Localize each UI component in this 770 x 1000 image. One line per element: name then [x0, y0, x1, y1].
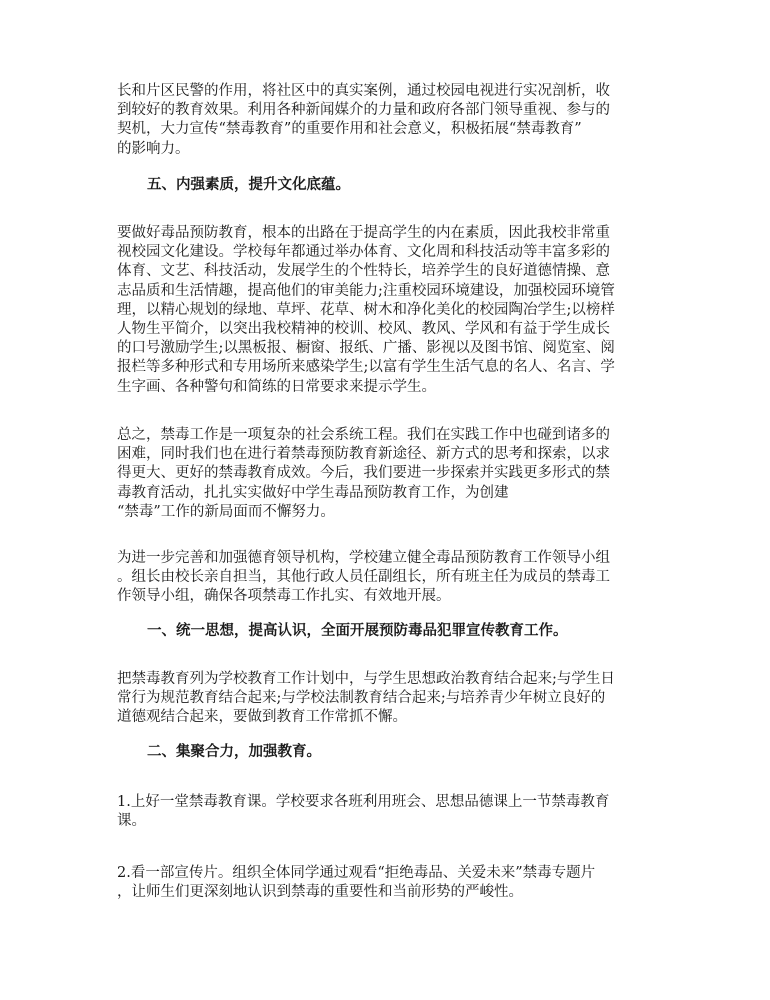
- text-line: 理，以精心规划的绿地、草坪、花草、树木和净化美化的校园陶冶学生;以榜样: [117, 301, 615, 318]
- list-item-film: [117, 864, 657, 902]
- text-line: 。组长由校长亲自担当，其他行政人员任副组长，所有班主任为成员的禁毒工: [117, 569, 610, 586]
- text-line: 志品质和生活情趣，提高他们的审美能力;注重校园环境建设，加强校园环境管: [117, 282, 615, 299]
- text-line: 得更大、更好的禁毒教育成效。今后，我们要进一步探索并实践更多形式的禁: [117, 465, 610, 482]
- text-line: 作领导小组，确保各项禁毒工作扎实、有效地开展。: [117, 588, 451, 605]
- text-line: 为进一步完善和加强德育领导机构，学校建立健全毒品预防教育工作领导小组: [117, 550, 610, 566]
- text-line: 契机，大力宣传“禁毒教育”的重要作用和社会意义，积极拓展“禁毒教育”: [117, 121, 582, 138]
- text-line: 的影响力。: [117, 140, 190, 157]
- section-heading-five: [117, 175, 657, 194]
- text-line: 常行为规范教育结合起来;与学校法制教育结合起来;与培养青少年树立良好的: [117, 690, 606, 707]
- heading-text: 五、内强素质，提升文化底蕴。: [147, 176, 350, 193]
- list-item-lesson: [117, 793, 657, 831]
- text-line: ，让师生们更深刻地认识到禁毒的重要性和当前形势的严峻性。: [117, 884, 523, 901]
- text-line: 人物生平简介，以突出我校精神的校训、校风、教风、学风和有益于学生成长: [117, 321, 610, 338]
- text-line: 体育、文艺、科技活动，发展学生的个性特长，培养学生的良好道德情操、意: [117, 263, 610, 280]
- section-heading-two: [117, 742, 657, 761]
- paragraph-campus-culture: [117, 224, 657, 397]
- section-heading-one: [117, 621, 657, 640]
- text-line: 道德观结合起来，要做到教育工作常抓不懈。: [117, 709, 407, 726]
- text-line: 生字画、各种警句和简练的日常要求来提示学生。: [117, 378, 436, 395]
- text-line: 毒教育活动，扎扎实实做好中学生毒品预防教育工作，为创建: [117, 484, 509, 501]
- text-line: 报栏等多种形式和专用场所来感染学生;以富有学生生活气息的名人、名言、学: [117, 359, 615, 376]
- text-line: 困难，同时我们也在进行着禁毒预防教育新途径、新方式的思考和探索，以求: [117, 446, 610, 463]
- text-line: 课。: [117, 813, 146, 830]
- text-line: 长和片区民警的作用，将社区中的真实案例，通过校园电视进行实况剖析，收: [117, 83, 610, 99]
- paragraph-publicity: [117, 82, 657, 159]
- paragraph-education-plan: [117, 670, 657, 728]
- heading-text: 二、集聚合力，加强教育。: [147, 743, 321, 760]
- paragraph-leadership-group: [117, 549, 657, 607]
- text-line: 要做好毒品预防教育，根本的出路在于提高学生的内在素质，因此我校非常重: [117, 225, 610, 241]
- heading-text: 一、统一思想，提高认识，全面开展预防毒品犯罪宣传教育工作。: [147, 622, 568, 639]
- text-line: 把禁毒教育列为学校教育工作计划中，与学生思想政治教育结合起来;与学生日: [117, 671, 615, 687]
- text-line: 2.看一部宣传片。组织全体同学通过观看“拒绝毒品、关爱未来”禁毒专题片: [117, 865, 596, 881]
- text-line: 1.上好一堂禁毒教育课。学校要求各班利用班会、思想品德课上一节禁毒教育: [117, 794, 610, 810]
- text-line: “禁毒”工作的新局面而不懈努力。: [117, 503, 335, 520]
- text-line: 到较好的教育效果。利用各种新闻媒介的力量和政府各部门领导重视、参与的: [117, 102, 610, 119]
- text-line: 视校园文化建设。学校每年都通过举办体育、文化周和科技活动等丰富多彩的: [117, 244, 610, 261]
- text-line: 总之，禁毒工作是一项复杂的社会系统工程。我们在实践工作中也碰到诸多的: [117, 427, 610, 443]
- paragraph-summary: [117, 426, 657, 522]
- text-line: 的口号激励学生;以黑板报、橱窗、报纸、广播、影视以及图书馆、阅览室、阅: [117, 340, 615, 357]
